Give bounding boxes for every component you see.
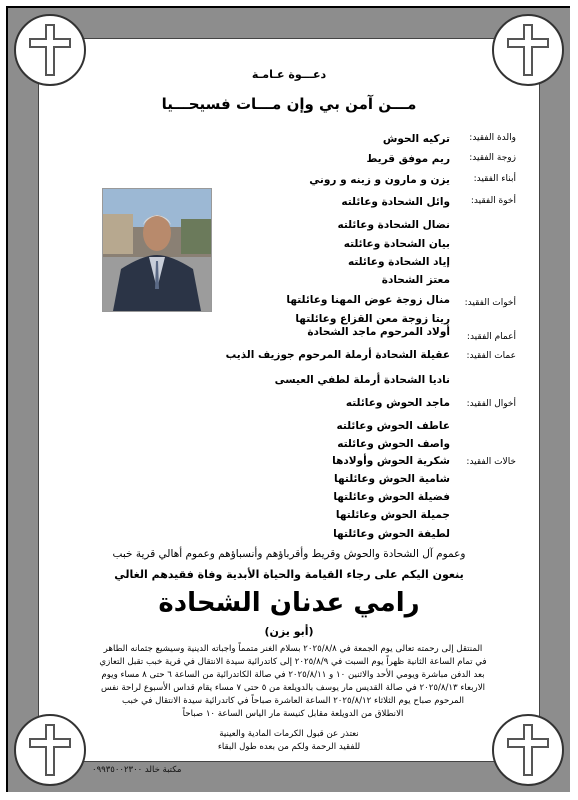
family-row-maternal-uncles — [200, 397, 516, 415]
deceased-name: رامي عدنان الشحادة — [158, 588, 420, 618]
family-value: جميلة الحوش وعائلتها — [335, 509, 450, 521]
family-value: نضال الشحادة وعائلته — [337, 219, 450, 231]
family-row-cont — [200, 438, 516, 456]
family-value: شامية الحوش وعائلتها — [334, 473, 450, 485]
family-row-cont — [200, 374, 516, 392]
frame-band-top — [8, 8, 570, 38]
family-value: ماجد الحوش وعائلته — [345, 397, 450, 409]
closing-line-2: ينعون اليكم على رجاء القيامة والحياة الأبدية وفاة فقيدهم الغالي — [114, 568, 464, 581]
family-row-children — [200, 174, 516, 192]
family-row-maternal-aunts — [200, 455, 516, 473]
family-label: عمات الفقيد: — [466, 351, 516, 361]
family-row-sisters — [200, 294, 516, 312]
details-line: المنتقل إلى رحمته تعالى يوم الجمعة في ٢٠٢٥/٨/٨ بسلام الغنر متمماً واجباته الدينية وسيشيع جثمانه الطاهر — [103, 644, 483, 654]
family-row-wife — [200, 153, 516, 171]
deceased-nickname: (أبو يزن) — [264, 625, 314, 638]
family-value: ريتا زوجة معن القزاع وعائلتها — [295, 313, 450, 325]
family-label: أخوال الفقيد: — [466, 399, 516, 409]
family-value: ريم موفق قريط — [366, 153, 450, 165]
deceased-photo — [102, 188, 212, 312]
family-row-cont — [200, 473, 516, 491]
family-value: عاطف الحوش وعائلته — [336, 420, 450, 432]
apology-line-2: للفقيد الرحمة ولكم من بعده طول البقاء — [217, 742, 361, 752]
family-value: لطيفة الحوش وعائلتها — [333, 528, 450, 540]
family-value: يزن و مارون و زينه و روني — [309, 174, 450, 186]
family-row-cont — [200, 528, 516, 546]
family-row-mother — [200, 133, 516, 151]
family-value: أولاد المرحوم ماجد الشحادة — [307, 326, 450, 338]
details-line: المرحوم صباح يوم الثلاثاء ٢٠٢٥/٨/١٢ الساعة العاشرة صباحاً في كاتدرائية سيدة الانتقال في خبب — [122, 696, 464, 706]
family-row-aunts-paternal — [200, 349, 516, 367]
invitation-title: دعـــوة عـامـة — [251, 68, 327, 81]
family-value: عقيلة الشحادة أرملة المرحوم جوزيف الذيب — [225, 349, 450, 361]
family-label: أخوات الفقيد: — [464, 298, 516, 308]
frame-band-right — [540, 8, 570, 792]
family-row-uncles — [200, 326, 516, 344]
details-line: الانطلاق من الدويلعة مقابل كنيسة مار الياس الساعة ١٠ صباحاً — [182, 709, 404, 719]
family-row-cont — [200, 420, 516, 438]
family-value: ناديا الشحادة أرملة لطفي العيسى — [274, 374, 450, 386]
family-value: وائل الشحادة وعائلته — [341, 196, 450, 208]
family-value: واصف الحوش وعائلته — [337, 438, 450, 450]
details-line: بعد الدفن مباشرة ويومي الأحد والاثنين ١٠ و ٢٠٢٥/٨/١١ في صالة الكاتدرائية من الساعة ٦ حتى ٨ مساء ويوم — [101, 670, 485, 680]
family-row-cont — [200, 238, 516, 256]
family-label: أخوة الفقيد: — [470, 196, 516, 206]
family-value: منال زوجة عوض المهنا وعائلتها — [286, 294, 450, 306]
family-row-cont — [200, 219, 516, 237]
family-value: بيان الشحادة وعائلته — [343, 238, 450, 250]
family-row-brothers — [200, 196, 516, 214]
family-value: معتز الشحادة — [381, 274, 450, 286]
apology-line-1: نعتذر عن قبول الكرمات المادية والعينية — [219, 729, 359, 739]
family-label: زوجة الفقيد: — [469, 153, 516, 163]
bible-verse: مـــن آمن بي وإن مـــات فسيحـــيا — [161, 95, 417, 113]
family-row-cont — [200, 274, 516, 292]
family-label: والدة الفقيد: — [469, 133, 516, 143]
details-line: في تمام الساعة الثانية ظهراً يوم السبت في ٢٠٢٥/٨/٩ إلى كاتدرائية سيدة الانتقال في قرية خبب تقبل التعازي — [99, 657, 487, 667]
family-label: خالات الفقيد: — [466, 457, 516, 467]
details-line: الاربعاء ٢٠٢٥/٨/١٣ في صالة القديس مار يوسف بالدويلعة من ٥ حتى ٧ مساء يقام قداس الأسبوع لراحة نفس — [101, 683, 485, 693]
family-value: فضيلة الحوش وعائلتها — [333, 491, 450, 503]
print-shop-phone: مكتبة خالد ٠٩٩٣٥٠٠٢٣٠٠ — [92, 765, 182, 775]
frame-band-left — [8, 8, 38, 792]
family-row-cont — [200, 491, 516, 509]
closing-line-1: وعموم آل الشحادة والحوش وقريط وأقرباؤهم وأنسباؤهم وعموم أهالي قرية خبب — [112, 548, 466, 560]
family-value: إياد الشحادة وعائلته — [347, 256, 450, 268]
family-row-cont — [200, 256, 516, 274]
family-row-cont — [200, 509, 516, 527]
family-label: أعمام الفقيد: — [466, 332, 516, 342]
family-label: أبناء الفقيد: — [473, 174, 516, 184]
family-value: شكرية الحوش وأولادها — [332, 455, 450, 467]
family-value: تركيه الحوش — [382, 133, 450, 145]
